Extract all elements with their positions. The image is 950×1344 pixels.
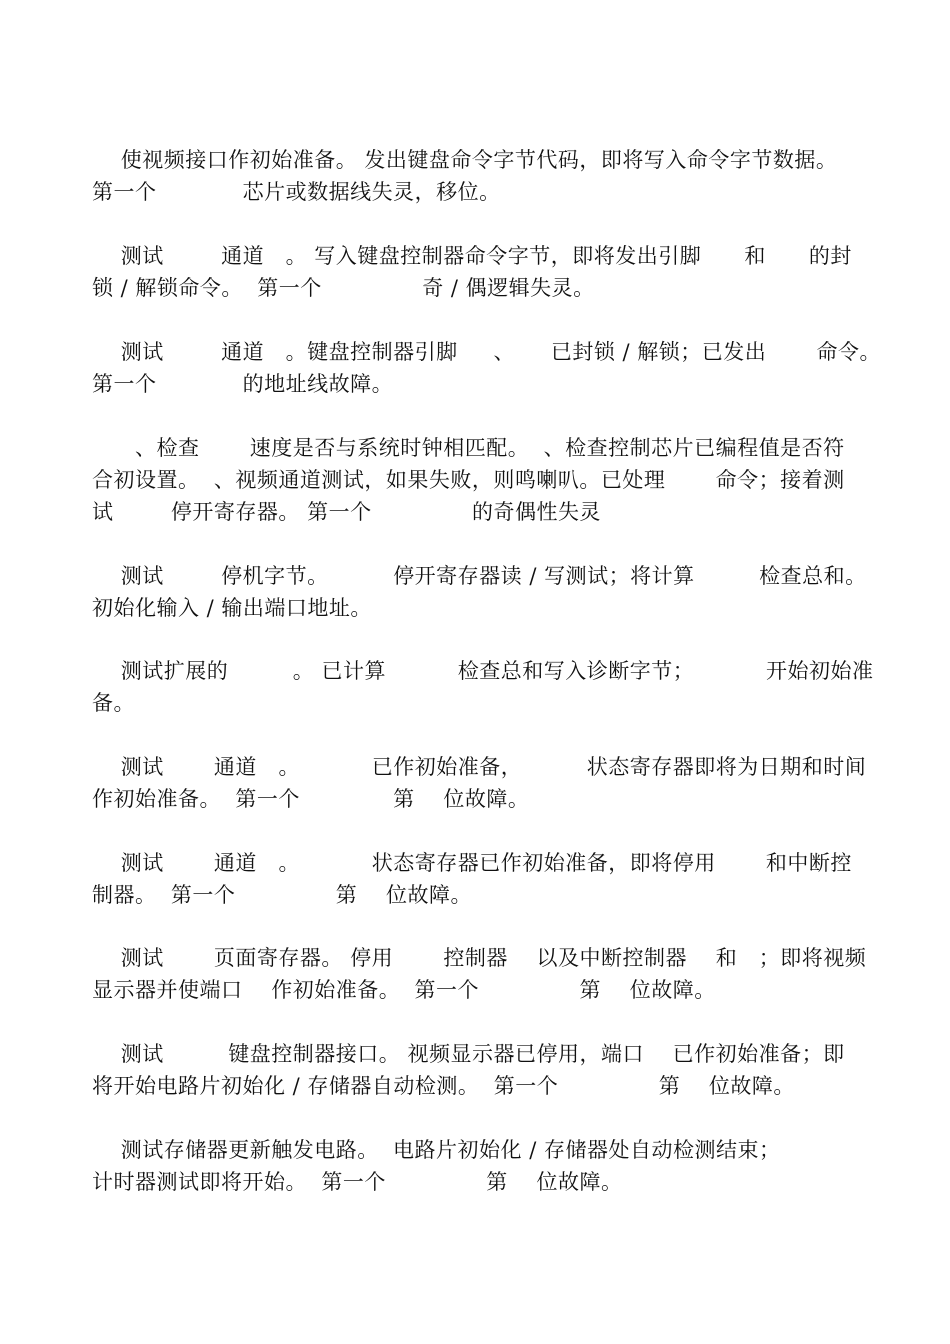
paragraph-line: 测试 键盘控制器接口。 视频显示器已停用，端口 已作初始准备；即: [92, 1042, 845, 1066]
paragraph-line: 、检查 速度是否与系统时钟相匹配。 、检查控制芯片已编程值是否符: [92, 436, 845, 460]
paragraph-line: 计时器测试即将开始。 第一个 第 位故障。: [92, 1170, 623, 1194]
paragraph-line: 测试 停机字节。 停开寄存器读 / 写测试；将计算 检查总和。: [92, 564, 867, 588]
paragraph-line: 第一个 的地址线故障。: [92, 372, 394, 396]
paragraph-line: 测试扩展的 。 已计算 检查总和写入诊断字节； 开始初始准: [92, 659, 874, 683]
paragraph-line: 备。: [92, 691, 135, 715]
paragraph-line: 作初始准备。 第一个 第 位故障。: [92, 787, 530, 811]
paragraph-line: 试 停开寄存器。 第一个 的奇偶性失灵: [92, 500, 602, 524]
paragraph-line: 将开始电路片初始化 / 存储器自动检测。 第一个 第 位故障。: [92, 1074, 795, 1098]
paragraph-line: 测试 通道 。 已作初始准备， 状态寄存器即将为日期和时间: [92, 755, 867, 779]
paragraph-line: 显示器并使端口 作初始准备。 第一个 第 位故障。: [92, 978, 716, 1002]
paragraph-line: 测试 通道 。 写入键盘控制器命令字节，即将发出引脚 和 的封: [92, 244, 852, 268]
paragraph-line: 测试 页面寄存器。 停用 控制器 以及中断控制器 和 ；即将视频: [92, 946, 867, 970]
paragraph-line: 测试存储器更新触发电路。 电路片初始化 / 存储器处自动检测结束；: [92, 1138, 781, 1162]
paragraph-line: 锁 / 解锁命令。 第一个 奇 / 偶逻辑失灵。: [92, 276, 595, 300]
paragraph-line: 初始化输入 / 输出端口地址。: [92, 596, 372, 620]
paragraph-line: 第一个 芯片或数据线失灵，移位。: [92, 180, 501, 204]
paragraph-line: 使视频接口作初始准备。 发出键盘命令字节代码，即将写入命令字节数据。: [92, 148, 838, 172]
paragraph-line: 测试 通道 。 状态寄存器已作初始准备，即将停用 和中断控: [92, 851, 852, 875]
paragraph-line: 合初设置。 、视频通道测试，如果失败，则鸣喇叭。已处理 命令；接着测: [92, 468, 845, 492]
paragraph-line: 制器。 第一个 第 位故障。: [92, 883, 473, 907]
paragraph-line: 测试 通道 。键盘控制器引脚 、 已封锁 / 解锁；已发出 命令。: [92, 340, 882, 364]
